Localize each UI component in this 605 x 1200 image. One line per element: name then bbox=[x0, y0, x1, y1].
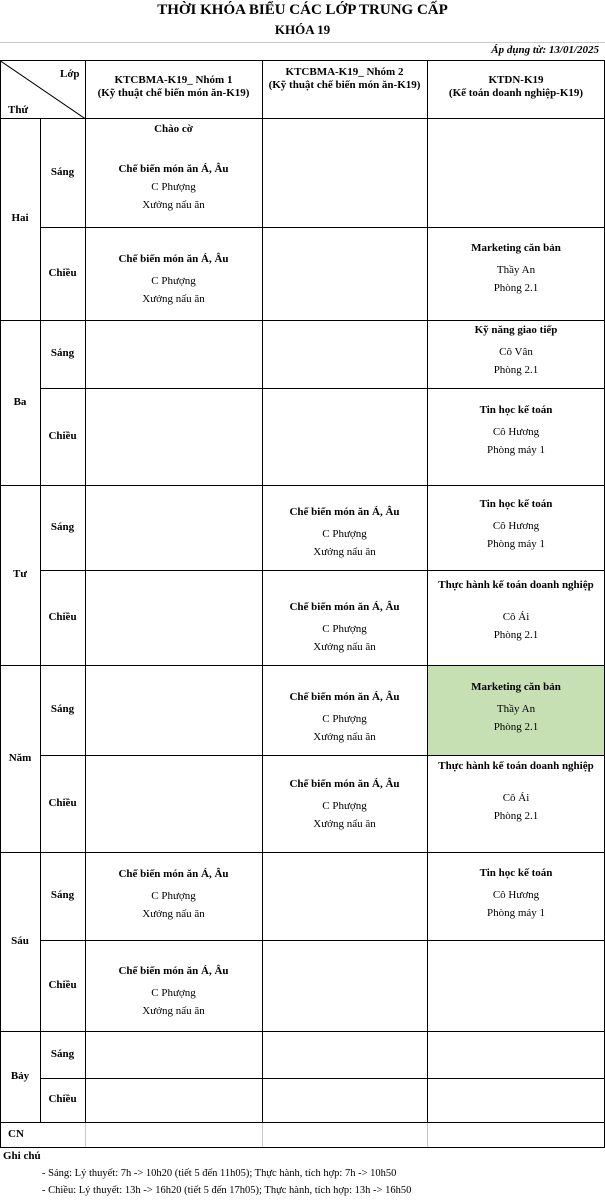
subject-detail: C Phượng bbox=[322, 528, 367, 540]
subject-detail: C Phượng bbox=[322, 800, 367, 812]
day-border bbox=[0, 485, 605, 486]
table-border-top bbox=[0, 60, 605, 61]
subject-detail: Xưởng nấu ăn bbox=[313, 546, 376, 558]
subject-detail: Cô Ái bbox=[502, 792, 530, 804]
subject-title: Chế biến món ăn Á, Âu bbox=[118, 965, 229, 977]
subject-detail: Cô Hương bbox=[492, 426, 540, 438]
session-label: Chiều bbox=[48, 1093, 77, 1105]
session-label: Chiều bbox=[48, 796, 77, 809]
subject-title: Chế biến món ăn Á, Âu bbox=[118, 253, 229, 265]
subject-detail: Phòng 2.1 bbox=[493, 721, 539, 733]
day-border bbox=[0, 118, 605, 119]
session-border bbox=[40, 388, 605, 389]
notes-title: Ghi chú bbox=[3, 1150, 41, 1162]
subject-title: Tin học kế toán bbox=[479, 404, 553, 416]
grid-line bbox=[427, 1122, 428, 1147]
session-label: Sáng bbox=[50, 520, 75, 533]
grid-line bbox=[85, 1122, 86, 1147]
table-border-bottom bbox=[0, 1147, 605, 1148]
subject-detail: Chế biến món ăn Á, Âu bbox=[118, 163, 229, 175]
day-border bbox=[0, 1122, 605, 1123]
subject-detail: Cô Hương bbox=[492, 520, 540, 532]
session-label: Sáng bbox=[50, 1047, 75, 1060]
class-header-2 bbox=[264, 66, 425, 92]
session-label: Sáng bbox=[50, 347, 75, 359]
subject-title: Chào cờ bbox=[154, 123, 193, 135]
subject-detail: Phòng máy 1 bbox=[486, 538, 546, 550]
subject-detail: Phòng 2.1 bbox=[493, 810, 539, 822]
day-label: CN bbox=[8, 1128, 24, 1140]
class-name: (Kỹ thuật chế biến món ăn-K19) bbox=[97, 87, 250, 99]
day-label: Hai bbox=[11, 212, 29, 224]
day-label: Năm bbox=[8, 751, 32, 764]
subject-detail: C Phượng bbox=[322, 713, 367, 725]
subject-detail: Xưởng nấu ăn bbox=[313, 641, 376, 653]
subject-title: Tin học kế toán bbox=[479, 498, 553, 510]
grid-line bbox=[262, 1122, 263, 1147]
session-border bbox=[40, 755, 605, 756]
subject-detail: Phòng 2.1 bbox=[493, 282, 539, 294]
subject-title: Chế biến món ăn Á, Âu bbox=[118, 868, 229, 880]
session-border bbox=[40, 940, 605, 941]
class-code: KTCBMA-K19_ Nhóm 1 bbox=[114, 74, 233, 86]
note-afternoon: - Chiều: Lý thuyết: 13h -> 16h20 (tiết 5 đến 17h05); Thực hành, tích hợp: 13h -> 16h50 bbox=[42, 1185, 412, 1196]
subject-detail: Xưởng nấu ăn bbox=[142, 199, 205, 211]
session-label: Sáng bbox=[50, 703, 75, 715]
class-code: KTDN-K19 bbox=[488, 74, 544, 86]
session-border bbox=[40, 1078, 605, 1079]
subject-title: Thực hành kế toán doanh nghiệp bbox=[438, 760, 594, 772]
header-thu: Thứ bbox=[8, 104, 29, 116]
subject-detail: Xưởng nấu ăn bbox=[142, 293, 205, 305]
subject-title: Marketing căn bản bbox=[471, 242, 561, 254]
subject-detail: C Phượng bbox=[151, 181, 196, 193]
subject-title: Kỹ năng giao tiếp bbox=[474, 324, 558, 336]
session-label: Chiều bbox=[48, 610, 77, 623]
day-label: Ba bbox=[13, 395, 27, 408]
subject-title: Thực hành kế toán doanh nghiệp bbox=[438, 579, 594, 591]
subject-detail: Thầy An bbox=[496, 264, 536, 276]
session-label: Sáng bbox=[50, 165, 75, 178]
subject-title: Marketing căn bản bbox=[471, 681, 561, 693]
session-label: Chiều bbox=[48, 429, 77, 442]
class-name: (Kỹ thuật chế biến món ăn-K19) bbox=[268, 79, 421, 91]
class-column-divider bbox=[85, 60, 86, 1122]
subject-detail: Xưởng nấu ăn bbox=[142, 908, 205, 920]
applied-date: Áp dụng từ: 13/01/2025 bbox=[491, 44, 599, 56]
grid-line bbox=[0, 42, 605, 43]
day-label: Bảy bbox=[10, 1069, 30, 1082]
subject-detail: C Phượng bbox=[151, 987, 196, 999]
subject-detail: C Phượng bbox=[151, 275, 196, 287]
class-header-3 bbox=[429, 74, 603, 100]
day-border bbox=[0, 1031, 605, 1032]
subject-detail: Xưởng nấu ăn bbox=[142, 1005, 205, 1017]
day-label: Tư bbox=[13, 568, 27, 580]
subject-detail: Cô Ái bbox=[502, 611, 530, 623]
day-border bbox=[0, 852, 605, 853]
day-border bbox=[0, 665, 605, 666]
session-border bbox=[40, 227, 605, 228]
header-lop: Lớp bbox=[60, 68, 80, 80]
subject-detail: Xưởng nấu ăn bbox=[313, 818, 376, 830]
session-label: Chiều bbox=[48, 978, 77, 991]
subject-detail: C Phượng bbox=[322, 623, 367, 635]
subject-title: Tin học kế toán bbox=[479, 867, 553, 879]
subject-detail: Phòng máy 1 bbox=[486, 444, 546, 456]
session-label: Chiều bbox=[48, 266, 77, 279]
page-subtitle: KHÓA 19 bbox=[274, 22, 331, 37]
day-label: Sáu bbox=[11, 934, 29, 947]
day-border bbox=[0, 320, 605, 321]
note-morning: - Sáng: Lý thuyết: 7h -> 10h20 (tiết 5 đến 11h05); Thực hành, tích hợp: 7h -> 10h50 bbox=[42, 1168, 397, 1179]
subject-title: Chế biến món ăn Á, Âu bbox=[289, 601, 400, 613]
subject-detail: Thầy An bbox=[496, 703, 536, 715]
subject-detail: Phòng máy 1 bbox=[486, 907, 546, 919]
subject-title: Chế biến món ăn Á, Âu bbox=[289, 691, 400, 703]
page-title: THỜI KHÓA BIỂU CÁC LỚP TRUNG CẤP bbox=[157, 2, 448, 18]
class-header-1 bbox=[87, 74, 260, 100]
subject-detail: Phòng 2.1 bbox=[493, 629, 539, 641]
session-border bbox=[40, 570, 605, 571]
session-label: Sáng bbox=[50, 889, 75, 901]
subject-title: Chế biến món ăn Á, Âu bbox=[289, 778, 400, 790]
class-code: KTCBMA-K19_ Nhóm 2 bbox=[285, 66, 404, 78]
subject-detail: C Phượng bbox=[151, 890, 196, 902]
subject-title: Chế biến món ăn Á, Âu bbox=[289, 506, 400, 518]
class-column-divider bbox=[262, 60, 263, 1122]
subject-detail: Cô Hương bbox=[492, 889, 540, 901]
class-name: (Kế toán doanh nghiệp-K19) bbox=[448, 87, 584, 99]
subject-detail: Cô Vân bbox=[499, 346, 533, 358]
subject-detail: Xưởng nấu ăn bbox=[313, 731, 376, 743]
subject-detail: Phòng 2.1 bbox=[493, 364, 539, 376]
